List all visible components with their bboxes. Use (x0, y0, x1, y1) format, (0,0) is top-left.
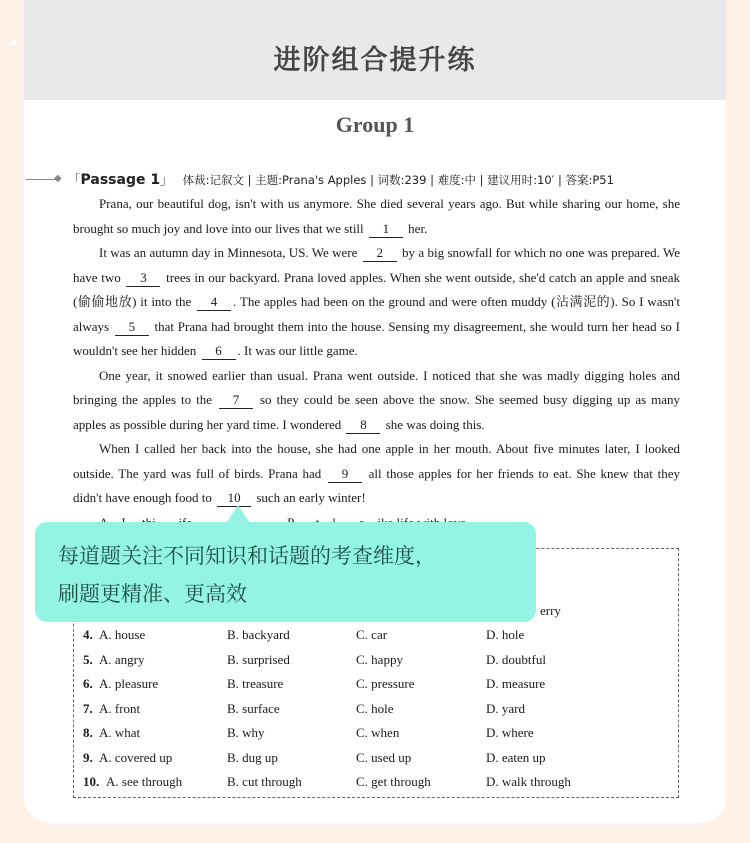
banner-title: 进阶组合提升练 (273, 44, 477, 76)
option-row (83, 701, 673, 723)
option-d[interactable]: D. measure (486, 676, 546, 691)
option-d[interactable]: D. eaten up (486, 749, 546, 765)
passage-paragraph (73, 241, 680, 364)
option-a[interactable]: A. house (99, 627, 146, 642)
passage-paragraph (73, 192, 680, 241)
option-c[interactable]: C. get through (356, 774, 431, 789)
option-row (83, 774, 673, 796)
question-number: 9. (83, 749, 93, 765)
blank-10: 10 (217, 489, 251, 507)
option-row (83, 627, 673, 649)
option-c[interactable]: C. hole (356, 700, 394, 716)
blank-1: 1 (369, 220, 403, 238)
option-a[interactable]: A. see through (106, 774, 183, 789)
question-number: 5. (83, 651, 93, 667)
bracket-open: 「 (68, 172, 81, 187)
passage-text-segment: such an early winter! (253, 490, 366, 505)
document-card (24, 0, 726, 823)
passage-label: Passage 1 (80, 172, 161, 188)
arrow-line (26, 179, 56, 180)
bracket-close: 」 (160, 172, 173, 187)
passage-text-segment: her. (404, 220, 428, 236)
option-c[interactable]: C. happy (356, 651, 403, 667)
option-c[interactable]: C. used up (356, 749, 412, 765)
passage-text-segment: . The apples had been on the ground and were often muddy (沾满泥的). So I wasn't always (73, 294, 680, 334)
option-d[interactable]: D. yard (486, 700, 525, 716)
arrow-head-icon: ◆ (54, 173, 62, 184)
option-a[interactable]: A. covered up (99, 749, 173, 765)
callout-tail (226, 505, 250, 523)
option-row (83, 725, 673, 747)
option-d[interactable]: D. where (486, 725, 534, 740)
passage-text-segment: all those apples for her friends to eat. She knew that they didn't have enough food to (73, 465, 680, 505)
question-number: 4. (83, 627, 93, 642)
option-b[interactable]: B. treasure (227, 676, 284, 691)
passage-text-segment: Prana, our beautiful dog, isn't with us anymore. She died several years ago. But while sharing our home, she brought so much joy and love into our lives that we still (73, 196, 680, 236)
question-number: 7. (83, 700, 93, 716)
blank-7: 7 (219, 391, 253, 409)
blank-6: 6 (202, 342, 236, 360)
question-number: 6. (83, 676, 93, 691)
option-a[interactable]: A. front (99, 700, 141, 716)
option-b[interactable]: B. surprised (227, 651, 290, 667)
option-b[interactable]: B. dug up (227, 749, 278, 765)
passage-paragraph (73, 437, 680, 511)
option-c[interactable]: C. car (356, 627, 388, 642)
option-partial: erry (540, 603, 561, 618)
passage-text-segment: One year, it snowed earlier than usual. Prana went outside. I noticed that she was madly digging holes and bringing the apples to the (73, 367, 680, 407)
banner (24, 0, 726, 100)
passage-text-segment: It was an autumn day in Minnesota, US. We were (99, 245, 361, 260)
group-title: Group 1 (335, 112, 415, 137)
option-row (83, 750, 673, 772)
passage-text-segment: When I called her back into the house, she had one apple in her mouth. About five minutes later, I looked outside. The yard was full of birds. Prana had (73, 441, 680, 481)
option-b[interactable]: B. surface (227, 700, 280, 716)
question-number: 8. (83, 725, 93, 740)
option-c[interactable]: C. pressure (356, 676, 415, 691)
option-a[interactable]: A. what (99, 725, 141, 740)
passage-header (24, 168, 704, 190)
option-d[interactable]: D. doubtful (486, 651, 546, 667)
option-a[interactable]: A. pleasure (99, 676, 159, 691)
blank-8: 8 (346, 416, 380, 434)
passage-meta: 体裁:记叙文 | 主题:Prana's Apples | 词数:239 | 难度:中 | 建议用时:10′ | 答案:P51 (182, 173, 614, 187)
blank-9: 9 (328, 465, 362, 483)
passage-text-segment: . It was our little game. (237, 343, 358, 358)
option-row (83, 652, 673, 674)
callout-line-2: 刷题更精准、更高效 (58, 582, 247, 606)
passage-paragraph (73, 364, 680, 438)
passage-text-segment: trees in our backyard. Prana loved apples. When she went outside, she'd catch an apple and sneak (偷偷地放) it into the (73, 269, 680, 309)
option-a[interactable]: A. angry (99, 651, 145, 667)
option-c[interactable]: C. when (356, 725, 400, 740)
passage-text-segment: so they could be seen above the snow. She seemed busy digging up as many apples as possible during her yard time. I wondered (73, 392, 680, 432)
blank-4: 4 (197, 293, 231, 311)
option-d[interactable]: D. walk through (486, 774, 571, 789)
passage-text-segment: by a big snowfall for which no one was prepared. We have two (73, 245, 680, 285)
passage-text-segment: she was doing this. (382, 416, 485, 432)
blank-3: 3 (126, 269, 160, 287)
passage-text-segment: that Prana had brought them into the house. Sensing my disagreement, she would turn her head so I wouldn't see her hidden (73, 318, 680, 358)
option-d[interactable]: D. hole (486, 627, 525, 642)
callout-bubble (35, 522, 536, 622)
option-b[interactable]: B. backyard (227, 627, 290, 642)
callout-line-1: 每道题关注不同知识和话题的考查维度， (58, 544, 436, 568)
blank-2: 2 (363, 244, 397, 262)
sparkle-icon: ✦ (8, 37, 20, 52)
option-b[interactable]: B. cut through (227, 774, 302, 789)
option-row (83, 676, 673, 698)
option-b[interactable]: B. why (227, 725, 265, 740)
passage-text (73, 192, 680, 535)
blank-5: 5 (115, 318, 149, 336)
question-number: 10. (83, 774, 100, 789)
